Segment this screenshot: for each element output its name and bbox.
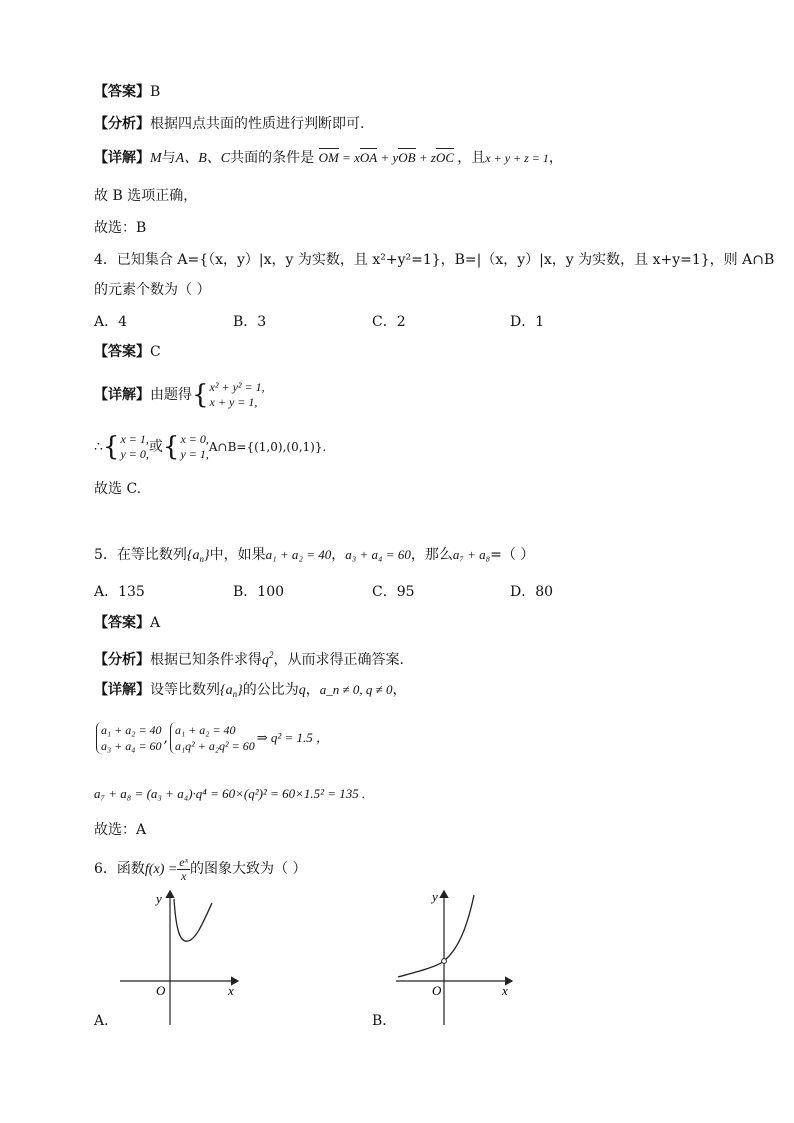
q4-detail-text: 由题得 (150, 387, 192, 403)
q5-option-d: D．80 (510, 584, 554, 600)
q5-stem-a: 5．在等比数列 (94, 547, 187, 563)
analysis-tag: 【分析】 (94, 116, 150, 132)
q4-system: x² + y² = 1, x + y = 1, (209, 380, 265, 409)
q5-analysis-line (94, 646, 404, 670)
q3-conclusion: 故 B 选项正确， (94, 188, 198, 204)
q5-option-b: B．100 (233, 584, 285, 600)
origin-label: O (156, 983, 166, 998)
q5-choose: 故选：A (94, 822, 147, 838)
q5-system-right: a₁ + a₂ = 40 a₁q² + a₂q² = 60 (170, 722, 255, 754)
detail-tag: 【详解】 (94, 150, 150, 166)
q4-stem-line1: 4．已知集合 A={（x，y）|x，y 为实数，且 x²+y²=1}，B=|（x，y）|x，y 为实数，且 x+y=1}，则 A∩B (94, 252, 775, 268)
q5-analysis-a: 根据已知条件求得 (150, 652, 262, 668)
q4-result: A∩B={(1,0),(0,1)}. (208, 440, 327, 454)
q5-system-left: a₁ + a₂ = 40 a₃ + a₄ = 60 (96, 722, 162, 754)
q3-text-and2: ，且 (457, 150, 486, 166)
answer-tag: 【答案】 (94, 84, 150, 100)
q5-stem-c: ， (331, 547, 346, 563)
q5-nonzero: a_n ≠ 0, q ≠ 0 (319, 682, 393, 697)
q3-choose: 故选：B (94, 220, 147, 236)
vector-equation: OM = xOA + yOB + zOC (318, 150, 455, 165)
q3-answer-line (94, 83, 160, 101)
q4-option-d: D．1 (510, 314, 545, 330)
q5-final: a₇ + a₈ = (a₃ + a₄)·q⁴ = 60×(q²)² = 60×1.5² = 135 . (94, 786, 366, 801)
ratio-q: q (298, 683, 306, 698)
curve-a (174, 899, 212, 941)
q4-or: 或 (148, 439, 163, 455)
q5-detail-line (94, 681, 407, 703)
origin-label: O (432, 983, 442, 998)
sequence-symbol: $\{a_n\}$ (220, 683, 243, 699)
brace-icon: { (162, 432, 180, 462)
q5-stem-b: 中，如果 (209, 547, 266, 563)
point-m: M (150, 151, 162, 166)
q5-option-a: A．135 (94, 584, 145, 600)
graph-b (390, 885, 530, 1030)
q5-system-line: a₁ + a₂ = 40 a₃ + a₄ = 60 , a₁ + a₂ = 40 a₁q² + a₂q² = 60 ⇒ q² = 1.5 ， (94, 722, 329, 754)
q4-option-a: A．4 (94, 314, 128, 330)
q3-text-condition: 共面的条件是 (230, 150, 315, 166)
q5-detail-e: ， (392, 682, 407, 698)
q5-cond1: a₁ + a₂ = 40 (265, 547, 332, 562)
sequence-symbol: $\{a_n\}$ (186, 548, 210, 564)
q5-detail-c: ， (305, 682, 320, 698)
q5-implies: ⇒ q² = 1.5 ， (256, 730, 330, 745)
q5-detail-b: 的公比为 (242, 682, 299, 698)
q5-option-c: C．95 (372, 584, 415, 600)
q6-stem-b: 的图象大致为（ ） (190, 861, 307, 877)
q4-solution-line (94, 432, 326, 462)
q5-answer: A (150, 615, 161, 631)
q3-comma: ， (548, 150, 563, 166)
q4-answer: C (150, 344, 161, 360)
q4-stem-line2: 的元素个数为（ ） (94, 282, 211, 298)
q-squared: $q^2$ (262, 650, 274, 668)
q4-option-b: B．3 (233, 314, 267, 330)
q5-analysis-b: ，从而求得正确答案. (273, 652, 404, 668)
analysis-tag: 【分析】 (94, 652, 150, 668)
q6-func-lhs: f(x) = (144, 862, 178, 877)
q3-answer: B (150, 84, 161, 100)
curve-b (398, 895, 474, 977)
q3-analysis-line (94, 115, 364, 133)
brace-icon: { (192, 380, 209, 410)
q4-option-c: C．2 (372, 314, 406, 330)
q4-choose: 故选 C. (94, 481, 142, 497)
q6-fraction: $\frac{\text{eˣ}}{x}$ (179, 854, 189, 883)
q3-sum-condition: x + y + z = 1 (485, 151, 549, 165)
q4-answer-line (94, 343, 161, 361)
detail-tag: 【详解】 (94, 387, 150, 403)
q3-detail-line (94, 149, 563, 168)
answer-tag: 【答案】 (94, 344, 150, 360)
q5-stem (94, 546, 534, 568)
q4-solution-1: x = 1, y = 0, (120, 432, 149, 461)
q3-text-and: 与 (161, 150, 176, 166)
q5-answer-line (94, 614, 160, 632)
q5-stem-e: =（ ） (490, 547, 535, 563)
q5-detail-a: 设等比数列 (150, 682, 220, 698)
q6-stem-a: 6．函数 (94, 861, 145, 877)
q3-analysis: 根据四点共面的性质进行判断即可. (150, 116, 365, 132)
q5-stem-d: ，那么 (410, 547, 453, 563)
answer-tag: 【答案】 (94, 615, 150, 631)
detail-tag: 【详解】 (94, 682, 150, 698)
y-axis-label: y (432, 889, 438, 904)
q6-stem (94, 855, 306, 884)
brace-icon: { (102, 432, 120, 462)
q5-cond2: a₃ + a₄ = 60 (345, 547, 411, 562)
q4-detail-line (94, 380, 265, 410)
q4-solution-2: x = 0, y = 1, (180, 432, 209, 461)
x-axis-label: x (228, 983, 234, 998)
intercept-point (442, 959, 447, 964)
points-abc: A、B、C (175, 151, 231, 166)
q5-target: a₇ + a₈ (452, 547, 491, 562)
y-axis-label: y (156, 891, 162, 906)
graph-a (110, 885, 250, 1030)
graph-b-label: B． (372, 1013, 397, 1029)
x-axis-label: x (502, 983, 508, 998)
therefore-symbol: ∴ (94, 439, 103, 455)
graph-a-label: A． (94, 1013, 119, 1029)
